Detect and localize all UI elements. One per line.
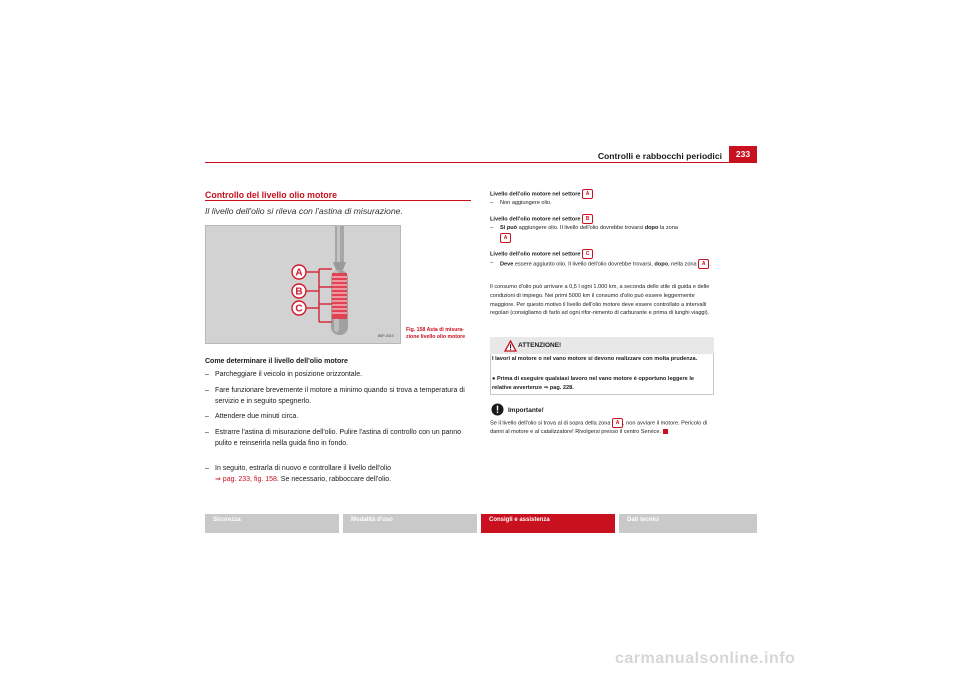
procedure-step: – Attendere due minuti circa. (205, 413, 299, 420)
zone-badge-a: A (582, 189, 593, 199)
sector-b-heading: Livello dell'olio motore nel settore B (490, 214, 593, 224)
warning-text: I lavori al motore o nel vano motore si devono realizzare con molta prudenza. (492, 356, 698, 362)
oil-consumption-paragraph: Il consumo d'olio può arrivare a 0,5 l ogni 1.000 km, a seconda dello stile di guida e delle condizioni di impiego. Nei primi 5000 km il consumo d'olio può essere leggermente maggiore. Per questo motivo il livello dell'olio motore deve essere controllato a intervalli regolari (consigliamo di farlo ad ogni rifor-nimento di carburante e prima di lunghi viaggi). (490, 284, 710, 317)
important-title: Importante! (508, 407, 544, 414)
zone-badge-a: A (698, 259, 709, 269)
figure-label-b (292, 284, 306, 298)
footer-tab-modalita-uso[interactable]: Modalità d'uso (343, 514, 477, 533)
procedure-step: – Parcheggiare il veicolo in posizione orizzontale. (205, 371, 363, 378)
header-rule (205, 162, 757, 163)
figure-caption: Fig. 158 Asta di misura-zione livello olio motore (406, 327, 466, 340)
zone-badge-a: A (500, 233, 511, 243)
section-end-mark (663, 429, 668, 434)
sector-a-heading: Livello dell'olio motore nel settore A (490, 189, 593, 199)
dipstick-illustration (206, 226, 400, 343)
zone-badge-b: B (582, 214, 593, 224)
warning-title: ATTENZIONE! (518, 342, 562, 349)
running-header-title: Controlli e rabbocchi periodici (597, 151, 722, 161)
figure-reference-link[interactable]: ⇒ pag. 233, fig. 158 (215, 475, 277, 483)
section-title: Controllo del livello olio motore (205, 190, 337, 200)
dipstick-marking-zone (332, 273, 347, 319)
warning-bullet: ● Prima di eseguire qualsiasi lavoro nel vano motore è opportuno leggere le relative avvertenze ⇒ pag. 228. (492, 376, 695, 391)
procedure-step-last: – In seguito, estrarla di nuovo e controllare il livello dell'olio ⇒ pag. 233, fig. 158. Se necessario, rabboccare dell'olio. (205, 465, 392, 483)
svg-text:A: A (295, 267, 303, 279)
svg-text:B: B (295, 286, 303, 298)
section-subtitle: Il livello dell'olio si rileva con l'astina di misurazione. (205, 206, 403, 216)
svg-text:C: C (295, 303, 303, 315)
section-rule (205, 200, 471, 201)
sector-c-heading: Livello dell'olio motore nel settore C (490, 249, 593, 259)
figure-label-c (292, 301, 306, 315)
page-number: 233 (729, 146, 757, 163)
important-exclamation-icon (491, 403, 504, 416)
footer-tab-dati-tecnici[interactable]: Dati tecnici (619, 514, 757, 533)
warning-triangle-icon (504, 340, 517, 352)
figure-label-a (292, 265, 306, 279)
procedure-title: Come determinare il livello dell'olio motore (205, 358, 348, 365)
figure-code: B5P-0019 (378, 334, 394, 338)
watermark: carmanualsonline.info (615, 650, 796, 667)
dipstick-figure (205, 225, 401, 344)
important-text: Se il livello dell'olio si trova al di sopra della zona A , non avviare il motore. Pericolo di danni al motore e al catalizzatore! Rivolgersi presso il centro Service. (490, 420, 708, 436)
procedure-step: – Estrarre l'astina di misurazione dell'olio. Pulire l'astina di controllo con un panno pulito e reinserirla nella guida fino in fondo. (205, 429, 462, 447)
footer-tab-consigli-assistenza[interactable]: Consigli e assistenza (481, 514, 615, 533)
sector-b-item: – Si può aggiungere olio. Il livello dell'olio dovrebbe trovarsi dopo la zona A (490, 225, 678, 242)
zone-badge-a: A (612, 418, 623, 428)
sector-c-item: – Deve essere aggiunto olio. Il livello dell'olio dovrebbe trovarsi, dopo, nella zona A . (490, 260, 711, 268)
footer-tab-sicurezza[interactable]: Sicurezza (205, 514, 339, 533)
sector-a-item: – Non aggiungere olio. (490, 200, 552, 206)
procedure-step: – Fare funzionare brevemente il motore a minimo quando si trova a temperatura di servizio e in seguito spegnerlo. (205, 387, 465, 405)
zone-badge-c: C (582, 249, 593, 259)
